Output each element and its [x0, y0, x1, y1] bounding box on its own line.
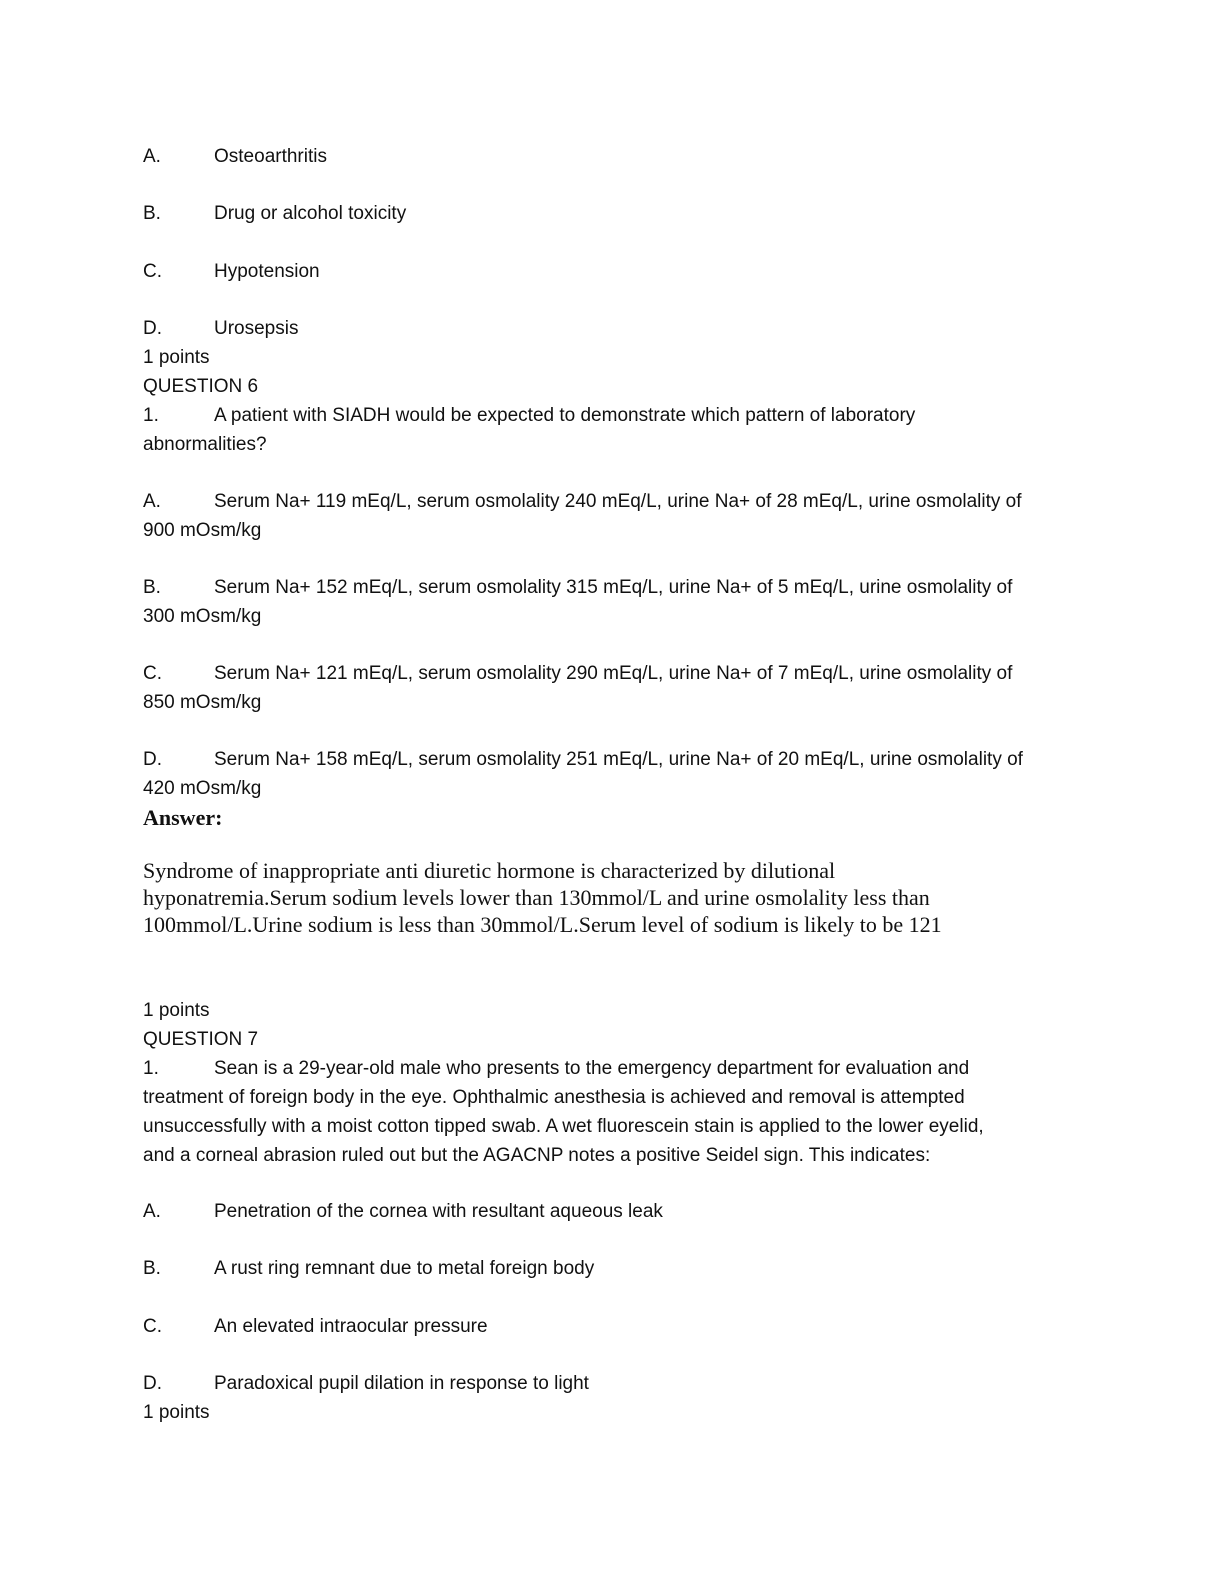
question-heading: QUESTION 6 [143, 376, 259, 397]
answer-line: 100mmol/L.Urine sodium is less than 30mmol/L.Serum level of sodium is likely to be 121 [143, 912, 942, 937]
option-text: Serum Na+ 152 mEq/L, serum osmolality 315 mEq/L, urine Na+ of 5 mEq/L, urine osmolality of [214, 577, 1013, 598]
answer-label: Answer: [143, 805, 223, 830]
option-letter: A. [143, 491, 161, 512]
option-text: Serum Na+ 121 mEq/L, serum osmolality 290 mEq/L, urine Na+ of 7 mEq/L, urine osmolality of [214, 663, 1013, 684]
stem-line: Sean is a 29-year-old male who presents to the emergency department for evaluation and [214, 1058, 970, 1079]
option-d [143, 745, 1083, 803]
option-letter: B. [143, 577, 161, 598]
option-text: Osteoarthritis [214, 146, 327, 167]
stem-line: treatment of foreign body in the eye. Ophthalmic anesthesia is achieved and removal is attempted [143, 1087, 965, 1108]
option-b [143, 199, 406, 228]
question-number: 1. [143, 1058, 159, 1079]
option-a [143, 142, 327, 171]
option-d [143, 314, 298, 343]
points-label: 1 points [143, 347, 210, 368]
option-b [143, 1254, 594, 1283]
option-letter: B. [143, 203, 161, 224]
option-letter: D. [143, 318, 162, 339]
option-text: Drug or alcohol toxicity [214, 203, 407, 224]
option-c [143, 257, 320, 286]
option-letter: D. [143, 749, 162, 770]
option-letter: C. [143, 663, 162, 684]
option-c [143, 1312, 488, 1341]
option-text: Hypotension [214, 261, 320, 282]
stem-line: A patient with SIADH would be expected to demonstrate which pattern of laboratory [214, 405, 916, 426]
option-text: Paradoxical pupil dilation in response to light [214, 1373, 589, 1394]
option-text: 900 mOsm/kg [143, 520, 262, 541]
option-text: Serum Na+ 119 mEq/L, serum osmolality 240 mEq/L, urine Na+ of 28 mEq/L, urine osmolality of [214, 491, 1022, 512]
option-a [143, 1197, 663, 1226]
option-letter: B. [143, 1258, 161, 1279]
option-text: A rust ring remnant due to metal foreign body [214, 1258, 595, 1279]
option-b [143, 573, 1083, 631]
points-label: 1 points [143, 1402, 210, 1423]
option-letter: C. [143, 1316, 162, 1337]
option-text: Penetration of the cornea with resultant aqueous leak [214, 1201, 663, 1222]
question-heading: QUESTION 7 [143, 1029, 259, 1050]
answer-line: Syndrome of inappropriate anti diuretic hormone is characterized by dilutional [143, 858, 836, 883]
option-letter: A. [143, 1201, 161, 1222]
option-text: Serum Na+ 158 mEq/L, serum osmolality 251 mEq/L, urine Na+ of 20 mEq/L, urine osmolality of [214, 749, 1023, 770]
option-text: 850 mOsm/kg [143, 692, 262, 713]
stem-line: abnormalities? [143, 434, 267, 455]
option-text: Urosepsis [214, 318, 299, 339]
question-stem [143, 1054, 1083, 1170]
answer-explanation [143, 857, 1043, 938]
option-letter: D. [143, 1373, 162, 1394]
option-c [143, 659, 1083, 717]
option-text: 420 mOsm/kg [143, 778, 262, 799]
answer-line: hyponatremia.Serum sodium levels lower than 130mmol/L and urine osmolality less than [143, 885, 930, 910]
option-text: An elevated intraocular pressure [214, 1316, 488, 1337]
stem-line: unsuccessfully with a moist cotton tipped swab. A wet fluorescein stain is applied to the lower eyelid, [143, 1116, 984, 1137]
option-text: 300 mOsm/kg [143, 606, 262, 627]
question-stem [143, 401, 1083, 459]
option-a [143, 487, 1083, 545]
option-letter: A. [143, 146, 161, 167]
points-label: 1 points [143, 1000, 210, 1021]
option-d [143, 1369, 589, 1398]
stem-line: and a corneal abrasion ruled out but the AGACNP notes a positive Seidel sign. This indicates: [143, 1145, 931, 1166]
option-letter: C. [143, 261, 162, 282]
question-number: 1. [143, 405, 159, 426]
